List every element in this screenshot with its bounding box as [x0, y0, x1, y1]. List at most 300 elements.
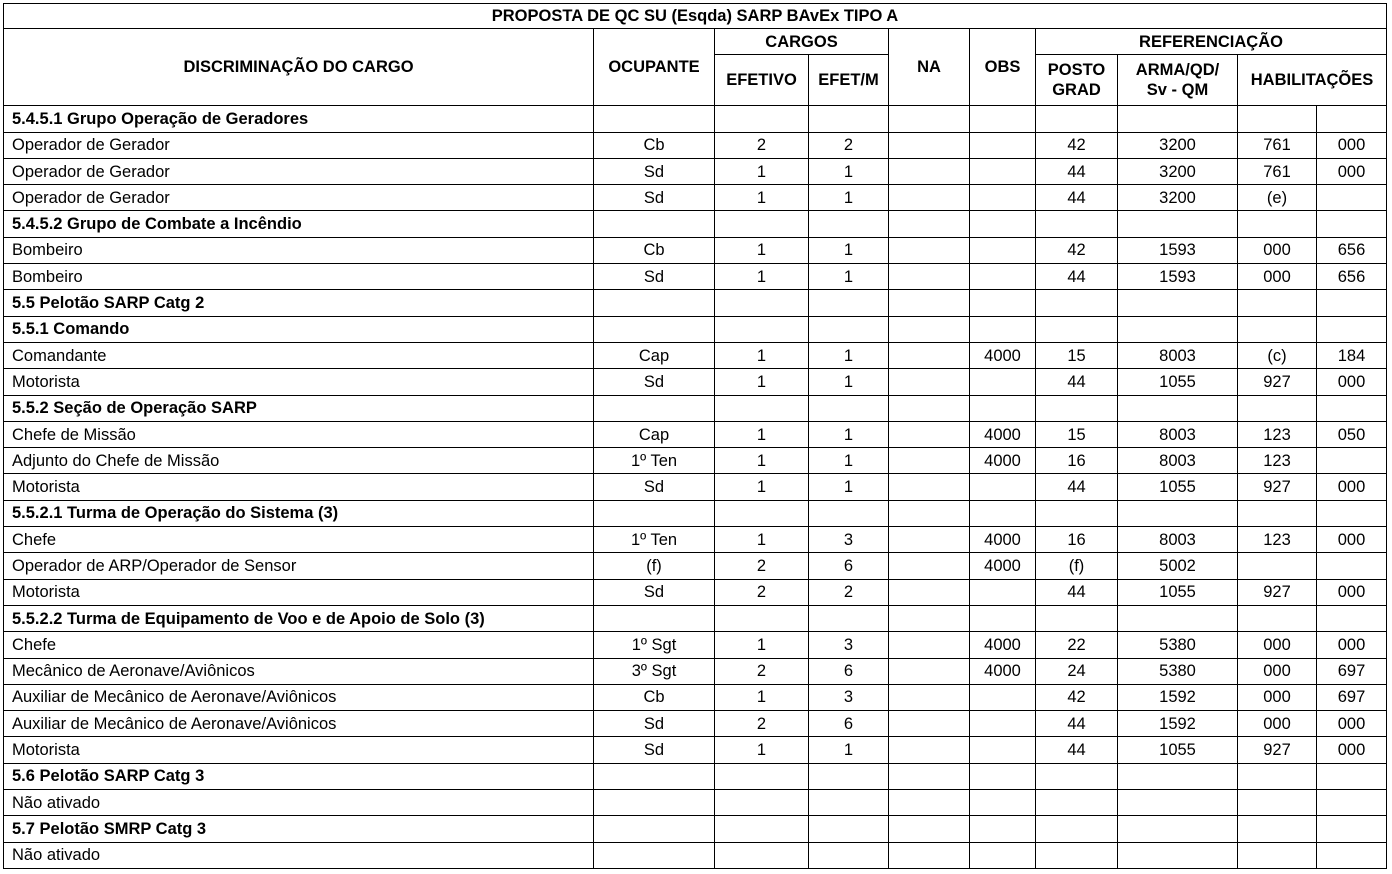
header-arma-qd-sv [1118, 55, 1238, 106]
na-cell [889, 684, 970, 710]
table-row [4, 842, 1387, 868]
obs-cell: 4000 [970, 421, 1036, 447]
efetivo-cell: 1 [715, 369, 809, 395]
header-posto-grad [1036, 55, 1118, 106]
ocupante-cell: Sd [594, 185, 715, 211]
cargo-name: Motorista [4, 737, 594, 763]
habilitacao-1-cell: 000 [1238, 711, 1317, 737]
cargo-name: 5.5 Pelotão SARP Catg 2 [4, 290, 594, 316]
efetm-cell: 3 [809, 527, 889, 553]
obs-cell [970, 500, 1036, 526]
na-cell [889, 632, 970, 658]
posto-grad-cell [1036, 790, 1118, 816]
efetivo-cell: 2 [715, 553, 809, 579]
posto-grad-cell: 44 [1036, 185, 1118, 211]
table-row [4, 790, 1387, 816]
na-cell [889, 527, 970, 553]
habilitacao-1-cell [1238, 605, 1317, 631]
obs-cell [970, 474, 1036, 500]
posto-grad-cell: 44 [1036, 579, 1118, 605]
ocupante-cell: Sd [594, 711, 715, 737]
arma-cell [1118, 816, 1238, 842]
na-cell [889, 316, 970, 342]
efetivo-cell: 2 [715, 132, 809, 158]
arma-cell [1118, 106, 1238, 132]
obs-cell [970, 790, 1036, 816]
obs-cell [970, 237, 1036, 263]
na-cell [889, 711, 970, 737]
arma-cell: 3200 [1118, 158, 1238, 184]
header-arma-line1: ARMA/QD/ [1135, 61, 1220, 80]
efetm-cell [809, 500, 889, 526]
table-row [4, 474, 1387, 500]
ocupante-cell: Sd [594, 474, 715, 500]
obs-cell [970, 264, 1036, 290]
na-cell [889, 842, 970, 868]
table-row [4, 684, 1387, 710]
na-cell [889, 211, 970, 237]
header-grad: GRAD [1052, 81, 1101, 100]
cargo-name: Chefe [4, 527, 594, 553]
obs-cell [970, 211, 1036, 237]
habilitacao-1-cell: (e) [1238, 185, 1317, 211]
habilitacao-1-cell: 123 [1238, 448, 1317, 474]
na-cell [889, 342, 970, 368]
group-row [4, 316, 1387, 342]
habilitacao-1-cell: 761 [1238, 132, 1317, 158]
table-row [4, 132, 1387, 158]
habilitacao-2-cell: 000 [1317, 527, 1387, 553]
habilitacao-2-cell [1317, 211, 1387, 237]
qc-document [3, 3, 1387, 869]
arma-cell: 5002 [1118, 553, 1238, 579]
efetivo-cell: 1 [715, 421, 809, 447]
posto-grad-cell: 44 [1036, 711, 1118, 737]
obs-cell [970, 842, 1036, 868]
arma-cell: 8003 [1118, 448, 1238, 474]
habilitacao-1-cell [1238, 211, 1317, 237]
cargo-name: 5.4.5.1 Grupo Operação de Geradores [4, 106, 594, 132]
table-row [4, 632, 1387, 658]
habilitacao-2-cell: 000 [1317, 632, 1387, 658]
ocupante-cell: Cb [594, 237, 715, 263]
posto-grad-cell: 15 [1036, 421, 1118, 447]
efetm-cell: 3 [809, 684, 889, 710]
arma-cell [1118, 842, 1238, 868]
efetivo-cell [715, 605, 809, 631]
table-row [4, 158, 1387, 184]
cargo-name: Adjunto do Chefe de Missão [4, 448, 594, 474]
obs-cell: 4000 [970, 553, 1036, 579]
arma-cell [1118, 395, 1238, 421]
table-row [4, 421, 1387, 447]
cargo-name: Operador de ARP/Operador de Sensor [4, 553, 594, 579]
na-cell [889, 605, 970, 631]
ocupante-cell: Sd [594, 737, 715, 763]
cargo-name: Comandante [4, 342, 594, 368]
table-row [4, 237, 1387, 263]
na-cell [889, 421, 970, 447]
efetivo-cell: 1 [715, 684, 809, 710]
efetivo-cell: 1 [715, 264, 809, 290]
header-efetm: EFET/M [809, 55, 889, 106]
table-row [4, 264, 1387, 290]
posto-grad-cell: 44 [1036, 369, 1118, 395]
arma-cell: 5380 [1118, 658, 1238, 684]
cargo-name: Bombeiro [4, 264, 594, 290]
habilitacao-2-cell: 000 [1317, 369, 1387, 395]
habilitacao-2-cell [1317, 842, 1387, 868]
na-cell [889, 237, 970, 263]
efetm-cell [809, 211, 889, 237]
table-row [4, 185, 1387, 211]
obs-cell [970, 737, 1036, 763]
ocupante-cell: Cb [594, 132, 715, 158]
ocupante-cell [594, 816, 715, 842]
posto-grad-cell [1036, 816, 1118, 842]
group-row [4, 395, 1387, 421]
na-cell [889, 132, 970, 158]
cargo-name: Motorista [4, 474, 594, 500]
habilitacao-2-cell: 000 [1317, 737, 1387, 763]
posto-grad-cell: 16 [1036, 527, 1118, 553]
posto-grad-cell: 42 [1036, 684, 1118, 710]
habilitacao-1-cell: 927 [1238, 579, 1317, 605]
arma-cell: 3200 [1118, 185, 1238, 211]
ocupante-cell [594, 316, 715, 342]
posto-grad-cell [1036, 106, 1118, 132]
obs-cell [970, 185, 1036, 211]
habilitacao-1-cell [1238, 842, 1317, 868]
arma-cell: 8003 [1118, 421, 1238, 447]
posto-grad-cell [1036, 763, 1118, 789]
efetm-cell: 1 [809, 369, 889, 395]
obs-cell: 4000 [970, 658, 1036, 684]
header-ocupante: OCUPANTE [594, 29, 715, 106]
habilitacao-2-cell [1317, 790, 1387, 816]
efetm-cell [809, 290, 889, 316]
ocupante-cell: 1º Ten [594, 527, 715, 553]
arma-cell: 1055 [1118, 579, 1238, 605]
efetm-cell [809, 395, 889, 421]
header-posto: POSTO [1047, 61, 1106, 80]
na-cell [889, 658, 970, 684]
ocupante-cell [594, 763, 715, 789]
arma-cell: 8003 [1118, 342, 1238, 368]
efetivo-cell: 1 [715, 185, 809, 211]
efetm-cell: 1 [809, 342, 889, 368]
posto-grad-cell: 42 [1036, 132, 1118, 158]
posto-grad-cell [1036, 316, 1118, 342]
efetm-cell [809, 316, 889, 342]
table-title-row [4, 4, 1387, 29]
efetm-cell: 1 [809, 474, 889, 500]
arma-cell [1118, 605, 1238, 631]
habilitacao-2-cell [1317, 605, 1387, 631]
obs-cell [970, 132, 1036, 158]
na-cell [889, 763, 970, 789]
habilitacao-2-cell [1317, 553, 1387, 579]
habilitacao-2-cell: 656 [1317, 264, 1387, 290]
efetivo-cell [715, 842, 809, 868]
efetivo-cell: 1 [715, 158, 809, 184]
header-habilitacoes: HABILITAÇÕES [1238, 55, 1387, 106]
efetm-cell: 1 [809, 448, 889, 474]
habilitacao-1-cell: 761 [1238, 158, 1317, 184]
habilitacao-2-cell: 000 [1317, 158, 1387, 184]
table-row [4, 737, 1387, 763]
posto-grad-cell [1036, 500, 1118, 526]
habilitacao-1-cell: 000 [1238, 658, 1317, 684]
obs-cell [970, 369, 1036, 395]
table-row [4, 658, 1387, 684]
ocupante-cell [594, 290, 715, 316]
cargo-name: Auxiliar de Mecânico de Aeronave/Aviônicos [4, 711, 594, 737]
cargo-name: Auxiliar de Mecânico de Aeronave/Aviônicos [4, 684, 594, 710]
habilitacao-1-cell [1238, 290, 1317, 316]
ocupante-cell [594, 106, 715, 132]
arma-cell: 5380 [1118, 632, 1238, 658]
posto-grad-cell [1036, 211, 1118, 237]
cargo-name: 5.6 Pelotão SARP Catg 3 [4, 763, 594, 789]
obs-cell [970, 395, 1036, 421]
obs-cell [970, 605, 1036, 631]
efetm-cell: 1 [809, 158, 889, 184]
posto-grad-cell: 44 [1036, 474, 1118, 500]
na-cell [889, 395, 970, 421]
group-row [4, 763, 1387, 789]
table-row [4, 527, 1387, 553]
na-cell [889, 448, 970, 474]
efetm-cell [809, 816, 889, 842]
header-cargos: CARGOS [715, 29, 889, 55]
obs-cell: 4000 [970, 632, 1036, 658]
ocupante-cell: (f) [594, 553, 715, 579]
efetivo-cell: 1 [715, 237, 809, 263]
efetivo-cell [715, 816, 809, 842]
habilitacao-2-cell: 050 [1317, 421, 1387, 447]
habilitacao-2-cell [1317, 448, 1387, 474]
cargo-name: Chefe de Missão [4, 421, 594, 447]
habilitacao-1-cell [1238, 316, 1317, 342]
habilitacao-1-cell [1238, 763, 1317, 789]
group-row [4, 500, 1387, 526]
efetm-cell [809, 605, 889, 631]
posto-grad-cell [1036, 290, 1118, 316]
table-row [4, 448, 1387, 474]
habilitacao-2-cell: 000 [1317, 579, 1387, 605]
habilitacao-2-cell: 697 [1317, 684, 1387, 710]
na-cell [889, 264, 970, 290]
habilitacao-2-cell [1317, 316, 1387, 342]
habilitacao-2-cell: 656 [1317, 237, 1387, 263]
habilitacao-2-cell: 697 [1317, 658, 1387, 684]
arma-cell: 1055 [1118, 474, 1238, 500]
table-row [4, 579, 1387, 605]
ocupante-cell: 3º Sgt [594, 658, 715, 684]
table-title: PROPOSTA DE QC SU (Esqda) SARP BAvEx TIPO A [4, 4, 1387, 29]
arma-cell [1118, 211, 1238, 237]
efetivo-cell [715, 290, 809, 316]
table-row [4, 369, 1387, 395]
posto-grad-cell [1036, 605, 1118, 631]
habilitacao-2-cell [1317, 290, 1387, 316]
cargo-name: Motorista [4, 369, 594, 395]
efetivo-cell: 1 [715, 737, 809, 763]
obs-cell [970, 579, 1036, 605]
table-row [4, 342, 1387, 368]
header-efetivo: EFETIVO [715, 55, 809, 106]
habilitacao-2-cell [1317, 816, 1387, 842]
na-cell [889, 790, 970, 816]
efetm-cell: 6 [809, 658, 889, 684]
posto-grad-cell: (f) [1036, 553, 1118, 579]
habilitacao-1-cell: 000 [1238, 264, 1317, 290]
posto-grad-cell [1036, 842, 1118, 868]
habilitacao-2-cell: 000 [1317, 474, 1387, 500]
ocupante-cell [594, 500, 715, 526]
posto-grad-cell: 24 [1036, 658, 1118, 684]
table-row [4, 553, 1387, 579]
arma-cell: 1592 [1118, 684, 1238, 710]
arma-cell [1118, 790, 1238, 816]
ocupante-cell: Cb [594, 684, 715, 710]
efetivo-cell [715, 763, 809, 789]
ocupante-cell: Sd [594, 579, 715, 605]
cargo-name: Chefe [4, 632, 594, 658]
habilitacao-1-cell: 000 [1238, 632, 1317, 658]
na-cell [889, 737, 970, 763]
habilitacao-2-cell [1317, 500, 1387, 526]
habilitacao-1-cell [1238, 395, 1317, 421]
obs-cell [970, 684, 1036, 710]
arma-cell: 3200 [1118, 132, 1238, 158]
efetm-cell: 1 [809, 737, 889, 763]
na-cell [889, 553, 970, 579]
ocupante-cell [594, 842, 715, 868]
efetivo-cell: 2 [715, 711, 809, 737]
efetm-cell [809, 842, 889, 868]
obs-cell: 4000 [970, 342, 1036, 368]
habilitacao-1-cell: 123 [1238, 421, 1317, 447]
arma-cell: 1055 [1118, 369, 1238, 395]
efetivo-cell [715, 500, 809, 526]
ocupante-cell: Cap [594, 421, 715, 447]
habilitacao-1-cell: 927 [1238, 369, 1317, 395]
arma-cell [1118, 500, 1238, 526]
cargo-name: 5.4.5.2 Grupo de Combate a Incêndio [4, 211, 594, 237]
na-cell [889, 579, 970, 605]
obs-cell [970, 711, 1036, 737]
efetm-cell [809, 106, 889, 132]
habilitacao-1-cell: 000 [1238, 684, 1317, 710]
habilitacao-1-cell: 927 [1238, 474, 1317, 500]
obs-cell: 4000 [970, 527, 1036, 553]
cargo-name: 5.5.1 Comando [4, 316, 594, 342]
habilitacao-1-cell [1238, 106, 1317, 132]
na-cell [889, 816, 970, 842]
obs-cell [970, 763, 1036, 789]
cargo-name: 5.5.2.2 Turma de Equipamento de Voo e de Apoio de Solo (3) [4, 605, 594, 631]
habilitacao-2-cell: 000 [1317, 711, 1387, 737]
cargo-name: Bombeiro [4, 237, 594, 263]
posto-grad-cell: 22 [1036, 632, 1118, 658]
obs-cell [970, 106, 1036, 132]
efetm-cell: 1 [809, 421, 889, 447]
ocupante-cell [594, 211, 715, 237]
ocupante-cell [594, 605, 715, 631]
ocupante-cell: 1º Ten [594, 448, 715, 474]
efetivo-cell [715, 211, 809, 237]
na-cell [889, 158, 970, 184]
efetivo-cell [715, 106, 809, 132]
na-cell [889, 185, 970, 211]
habilitacao-1-cell [1238, 553, 1317, 579]
cargo-name: Operador de Gerador [4, 158, 594, 184]
efetm-cell: 1 [809, 185, 889, 211]
efetm-cell: 6 [809, 711, 889, 737]
habilitacao-2-cell [1317, 185, 1387, 211]
arma-cell: 1055 [1118, 737, 1238, 763]
arma-cell [1118, 316, 1238, 342]
cargo-name: Não ativado [4, 842, 594, 868]
arma-cell: 1593 [1118, 237, 1238, 263]
na-cell [889, 369, 970, 395]
ocupante-cell: Sd [594, 369, 715, 395]
efetivo-cell: 1 [715, 474, 809, 500]
habilitacao-2-cell [1317, 395, 1387, 421]
habilitacao-2-cell [1317, 763, 1387, 789]
posto-grad-cell: 16 [1036, 448, 1118, 474]
posto-grad-cell: 44 [1036, 737, 1118, 763]
cargo-name: Não ativado [4, 790, 594, 816]
cargo-name: Mecânico de Aeronave/Aviônicos [4, 658, 594, 684]
efetm-cell [809, 763, 889, 789]
efetivo-cell [715, 316, 809, 342]
cargo-name: 5.7 Pelotão SMRP Catg 3 [4, 816, 594, 842]
header-obs: OBS [970, 29, 1036, 106]
efetivo-cell: 2 [715, 658, 809, 684]
ocupante-cell: Sd [594, 158, 715, 184]
habilitacao-2-cell: 184 [1317, 342, 1387, 368]
group-row [4, 605, 1387, 631]
habilitacao-1-cell: 000 [1238, 237, 1317, 263]
ocupante-cell [594, 790, 715, 816]
posto-grad-cell: 15 [1036, 342, 1118, 368]
obs-cell [970, 158, 1036, 184]
posto-grad-cell: 44 [1036, 158, 1118, 184]
header-row-1 [4, 29, 1387, 55]
habilitacao-1-cell [1238, 500, 1317, 526]
na-cell [889, 106, 970, 132]
group-row [4, 290, 1387, 316]
cargo-name: 5.5.2.1 Turma de Operação do Sistema (3) [4, 500, 594, 526]
cargo-name: 5.5.2 Seção de Operação SARP [4, 395, 594, 421]
ocupante-cell: Cap [594, 342, 715, 368]
table-row [4, 711, 1387, 737]
na-cell [889, 290, 970, 316]
habilitacao-1-cell: 927 [1238, 737, 1317, 763]
efetm-cell [809, 790, 889, 816]
efetm-cell: 6 [809, 553, 889, 579]
arma-cell: 8003 [1118, 527, 1238, 553]
obs-cell [970, 290, 1036, 316]
efetivo-cell: 1 [715, 527, 809, 553]
habilitacao-1-cell: 123 [1238, 527, 1317, 553]
na-cell [889, 500, 970, 526]
obs-cell [970, 816, 1036, 842]
group-row [4, 211, 1387, 237]
